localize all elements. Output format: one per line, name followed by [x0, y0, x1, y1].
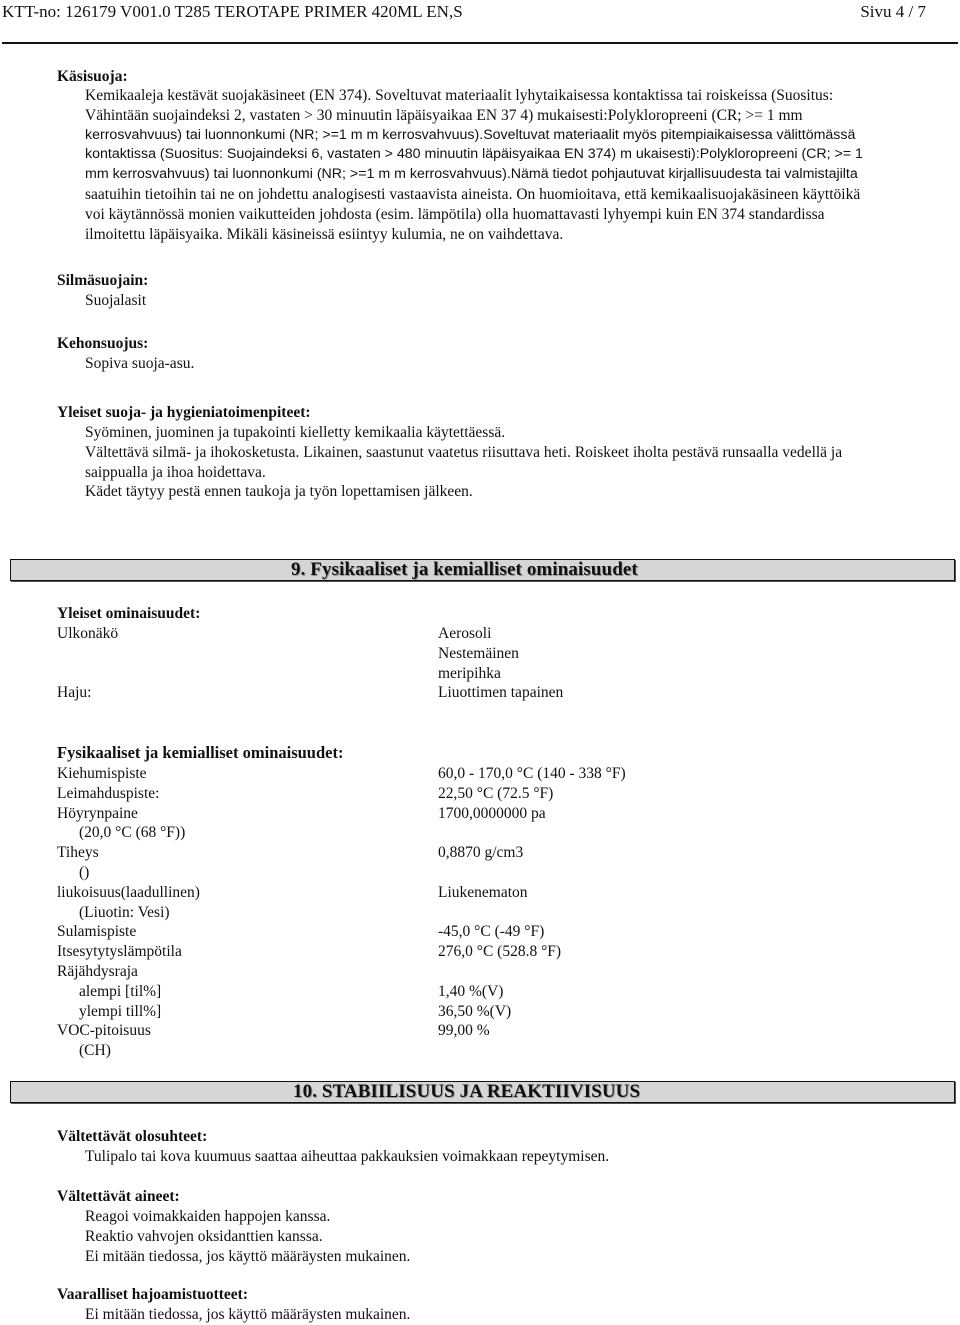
hygiene-line: Vältettävä silmä- ja ihokosketusta. Likainen, saastunut vaatetus riisuttava heti. Roiskeet iholta pestävä runsaalla vedellä ja: [85, 443, 843, 461]
property-value: 60,0 - 170,0 °C (140 - 338 °F): [438, 765, 626, 782]
hand-protection-text: [85, 86, 863, 244]
appearance-value: Nestemäinen: [438, 644, 519, 662]
body-protection-heading: Kehonsuojus:: [57, 335, 149, 352]
property-row: [57, 1041, 657, 1061]
property-label: alempi [til%]: [79, 982, 162, 1000]
hazardous-products-heading: Vaaralliset hajoamistuotteet:: [57, 1286, 248, 1303]
section-9-title: 9. Fysikaaliset ja kemialliset ominaisuudet: [291, 559, 638, 580]
property-value: 0,8870 g/cm3: [438, 844, 524, 862]
property-value: Liukenematon: [438, 883, 528, 901]
appearance-value: Aerosoli: [438, 625, 492, 642]
property-row: [57, 784, 657, 804]
hygiene-line: Kädet täytyy pestä ennen taukoja ja työn lopettamisen jälkeen.: [85, 483, 473, 501]
general-properties-heading: Yleiset ominaisuudet:: [57, 605, 201, 622]
property-value: 1,40 %(V): [438, 982, 504, 1000]
property-label: Tiheys: [57, 844, 99, 862]
page-number: Sivu 4 / 7: [860, 2, 926, 21]
property-table: [57, 764, 657, 1061]
hand-line: Kemikaaleja kestävät suojakäsineet (EN 374). Soveltuvat materiaalit lyhytaikaisessa kontaktissa tai roiskeissa (Suositus:: [85, 87, 834, 104]
property-label: (Liuotin: Vesi): [79, 903, 170, 921]
property-row: [57, 903, 657, 923]
avoid-material-item: Reaktio vahvojen oksidanttien kanssa.: [85, 1227, 323, 1245]
avoid-conditions-value: Tulipalo tai kova kuumuus saattaa aiheuttaa pakkauksien voimakkaan repeytymisen.: [85, 1148, 610, 1165]
avoid-conditions-heading: Vältettävät olosuhteet:: [57, 1128, 208, 1145]
section-9-banner: [10, 559, 955, 581]
hygiene-line: Syöminen, juominen ja tupakointi kielletty kemikaalia käytettäessä.: [85, 424, 506, 441]
property-label: (20,0 °C (68 °F)): [79, 824, 186, 842]
hand-line: saatuihin tietoihin tai ne on johdettu analogisesti vastaavista aineista. On huomioitava, että kemikaalisuojakäsineen käyttöikä: [85, 185, 861, 203]
hazardous-products-value: Ei mitään tiedossa, jos käyttö määräysten mukainen.: [85, 1306, 411, 1323]
property-row: [57, 1002, 657, 1022]
body-protection-value: Sopiva suoja-asu.: [85, 355, 195, 372]
odor-label: Haju:: [57, 684, 92, 701]
property-value: -45,0 °C (-49 °F): [438, 923, 545, 941]
property-label: ylempi till%]: [79, 1002, 162, 1020]
hygiene-line: saippualla ja ihoa hoidettava.: [85, 463, 266, 481]
property-row: [57, 863, 657, 883]
document-header-id: KTT-no: 126179 V001.0 T285 TEROTAPE PRIMER 420ML EN,S: [2, 2, 463, 21]
property-row: [57, 1021, 657, 1041]
property-label: Leimahduspiste:: [57, 784, 160, 802]
hand-line: mm kerrosvahvuus) tai luonnonkumi (NR; >=1 m m kerrosvahvuus).Nämä tiedot pohjautuvat kirjallisuudesta tai valmistajilta: [85, 166, 858, 183]
hand-line: voi käytännössä monien vaikutteiden johdosta (esim. lämpötila) olla huomattavasti lyhyempi kuin EN 374 standardissa: [85, 205, 825, 223]
property-row: [57, 804, 657, 824]
property-row: [57, 843, 657, 863]
property-label: VOC-pitoisuus: [57, 1022, 151, 1040]
property-value: 276,0 °C (528.8 °F): [438, 943, 562, 961]
property-row: [57, 942, 657, 962]
property-row: [57, 823, 657, 843]
appearance-values: [438, 624, 519, 683]
property-label: Räjähdysraja: [57, 962, 138, 980]
property-label: liukoisuus(laadullinen): [57, 883, 200, 901]
property-row: [57, 982, 657, 1002]
property-row: [57, 883, 657, 903]
property-label: (CH): [79, 1042, 111, 1060]
property-value: 36,50 %(V): [438, 1002, 512, 1020]
avoid-material-item: Reagoi voimakkaiden happojen kanssa.: [85, 1208, 331, 1225]
property-label: (): [79, 863, 90, 881]
property-label: Höyrynpaine: [57, 804, 138, 822]
appearance-label: Ulkonäkö: [57, 625, 119, 642]
hand-protection-heading: Käsisuoja:: [57, 68, 128, 85]
eye-protection-heading: Silmäsuojain:: [57, 272, 149, 289]
property-label: Kiehumispiste: [57, 765, 147, 782]
hand-line: kontaktissa (Suositus: Suojaindeksi 6, vastaten > 480 minuutin läpäisyaikaa EN 374) m ukaisesti):Polykloropreeni (CR; >= 1: [85, 146, 863, 163]
avoid-materials-heading: Vältettävät aineet:: [57, 1188, 180, 1205]
physical-properties-heading: Fysikaaliset ja kemialliset ominaisuudet:: [57, 743, 344, 762]
property-row: [57, 764, 657, 784]
property-row: [57, 962, 657, 982]
section-10-banner: [10, 1081, 955, 1103]
header-rule: [2, 42, 958, 44]
section-10-title: 10. STABIILISUUS JA REAKTIIVISUUS: [293, 1081, 641, 1102]
avoid-materials-list: [85, 1207, 410, 1266]
hand-line: kerrosvahvuus) tai luonnonkumi (NR; >=1 m m kerrosvahvuus).Soveltuvat materiaalit myös pitempiaikaisessa välittömässä: [85, 126, 856, 143]
avoid-material-item: Ei mitään tiedossa, jos käyttö määräysten mukainen.: [85, 1247, 411, 1265]
property-value: 99,00 %: [438, 1022, 490, 1040]
hygiene-heading: Yleiset suoja- ja hygieniatoimenpiteet:: [57, 404, 311, 421]
property-label: Sulamispiste: [57, 923, 137, 941]
odor-value: Liuottimen tapainen: [438, 684, 564, 701]
hygiene-text: [85, 423, 842, 502]
property-value: 22,50 °C (72.5 °F): [438, 784, 554, 802]
hand-line: ilmoitettu läpäisyaika. Mikäli käsineissä esiintyy kulumia, ne on vaihdettava.: [85, 225, 564, 243]
hand-line: Vähintään suojaindeksi 2, vastaten > 30 minuutin läpäisyaikaa EN 37 4) mukaisesti:Polykloropreeni (CR; >= 1 mm: [85, 106, 803, 124]
eye-protection-value: Suojalasit: [85, 292, 147, 309]
property-row: [57, 922, 657, 942]
property-label: Itsesytytyslämpötila: [57, 943, 182, 961]
property-value: 1700,0000000 pa: [438, 804, 546, 822]
appearance-value: meripihka: [438, 664, 501, 682]
